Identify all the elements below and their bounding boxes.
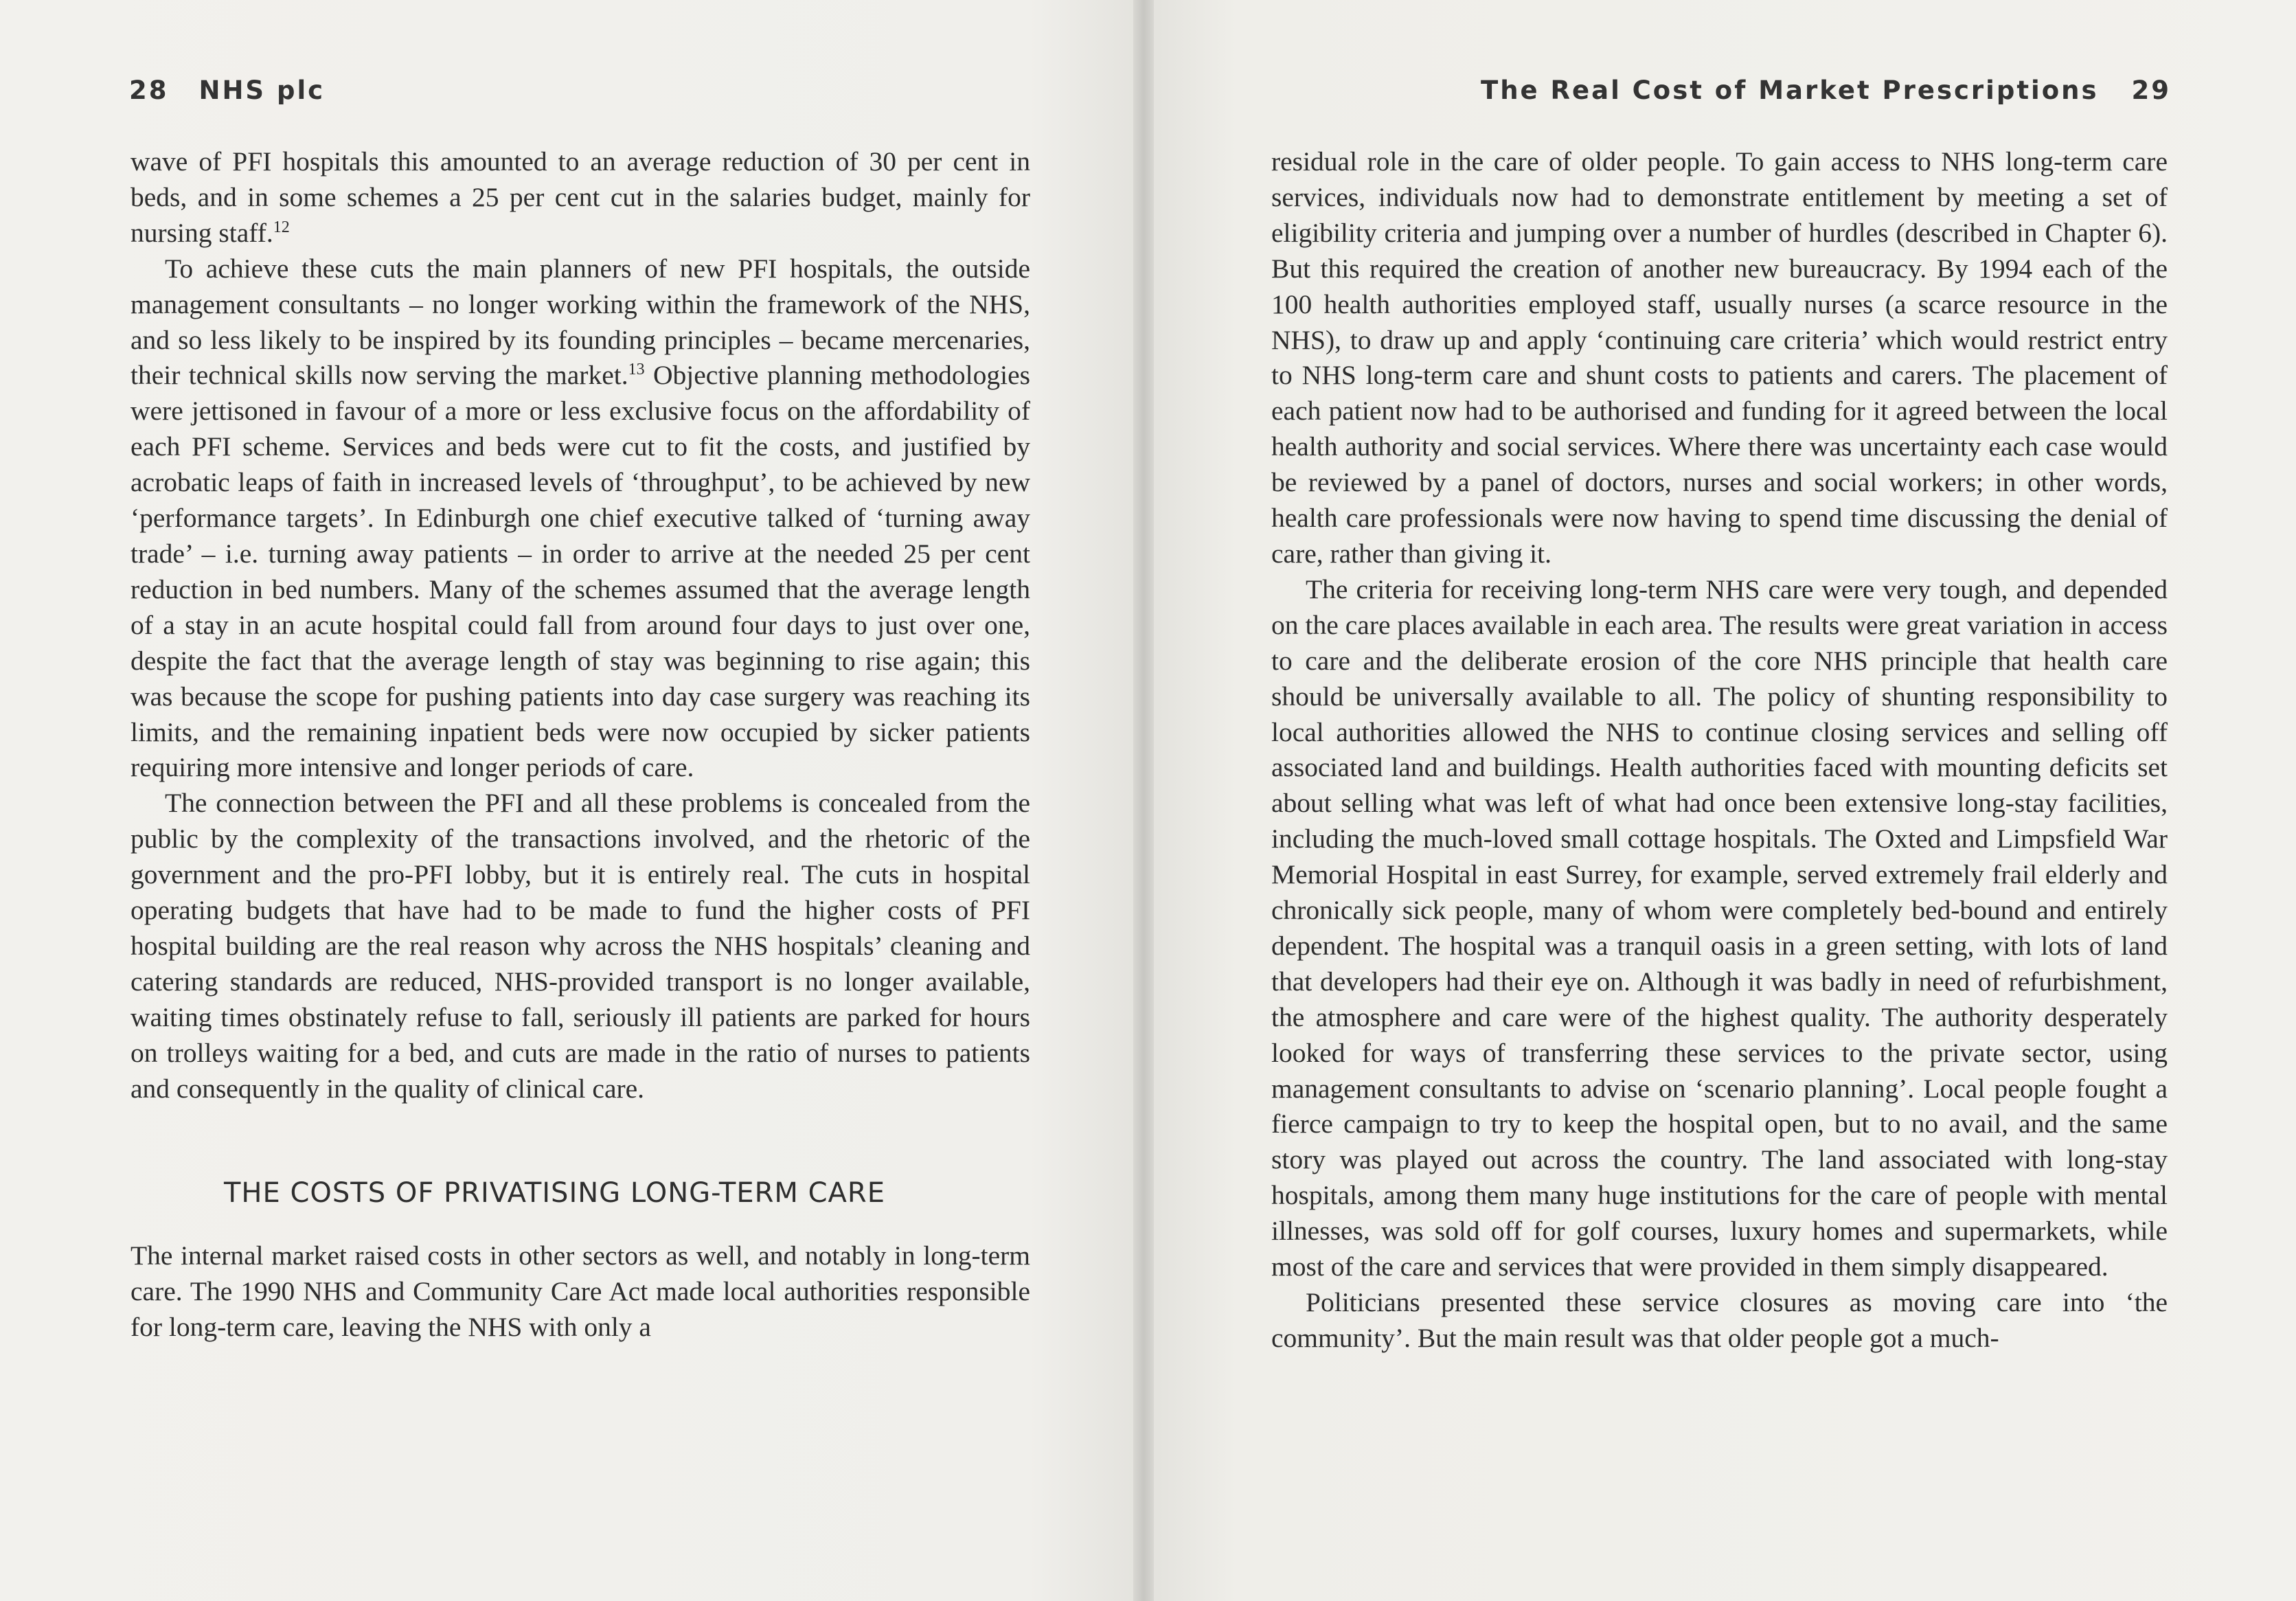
running-head-title-left: NHS plc <box>198 76 326 105</box>
paragraph-text: To achieve these cuts the main planners of new PFI hospitals, the outside management consultants – no longer working within the framework of the NHS, and so less likely to be inspired by its founding principles – became mercenaries, their technical skills now serving the market. <box>130 253 1030 391</box>
paragraph: The criteria for receiving long-term NHS care were very tough, and depended on the care places available in each area. The results were great variation in access to care and the deliberate erosion of the core NHS principle that health care should be universally available to all. The policy of shunting responsibility to local authorities allowed the NHS to continue closing services and selling off associated land and buildings. Health authorities faced with mounting deficits set about selling what was left of what had once been extensive long-stay facilities, including the much-loved small cottage hospitals. The Oxted and Limpsfield War Memorial Hospital in east Surrey, for example, served extremely frail elderly and chronically sick people, many of whom were completely bed-bound and entirely dependent. The hospital was a tranquil oasis in a green setting, with lots of land that developers had their eye on. Although it was badly in need of refurbishment, the atmosphere and care were of the highest quality. The authority desperately looked for ways of transferring these services to the private sector, using management consultants to advise on ‘scenario planning’. Local people fought a fierce campaign to try to keep the hospital open, but to no avail, and the same story was played out across the country. The land associated with long-stay hospitals, among them many huge institutions for the care of people with mental illnesses, was sold off for golf courses, luxury homes and supermarkets, while most of the care and services that were provided in them simply disappeared. <box>1271 574 2168 1282</box>
page-number-right: 29 <box>2131 76 2171 105</box>
running-head-right <box>1481 76 2171 105</box>
section-heading: THE COSTS OF PRIVATISING LONG-TERM CARE <box>224 1177 885 1210</box>
paragraph: The connection between the PFI and all these problems is concealed from the public by the complexity of the transactions involved, and the rhetoric of the government and the pro-PFI lobby, but it is entirely real. The cuts in hospital operating budgets that have had to be made to fund the higher costs of PFI hospital building are the real reason why across the NHS hospitals’ cleaning and catering standards are reduced, NHS-provided transport is no longer available, waiting times obstinately refuse to fall, seriously ill patients are parked for hours on trolleys waiting for a bed, and cuts are made in the ratio of nurses to patients and consequently in the quality of clinical care. <box>130 788 1030 1104</box>
footnote-ref: 13 <box>628 361 645 379</box>
paragraph: Politicians presented these service closures as moving care into ‘the community’. But the main result was that older people got a much- <box>1271 1287 2168 1353</box>
paragraph: The internal market raised costs in other sectors as well, and notably in long-term care. The 1990 NHS and Community Care Act made local authorities responsible for long-term care, leaving the NHS with only a <box>130 1240 1030 1343</box>
right-body-text <box>1271 144 2168 1356</box>
book-gutter <box>1133 0 1154 1601</box>
left-body-text <box>130 144 1030 1345</box>
paragraph-text: wave of PFI hospitals this amounted to an average reduction of 30 per cent in beds, and in some schemes a 25 per cent cut in the salaries budget, mainly for nursing staff. <box>130 146 1030 248</box>
running-head-title-right: The Real Cost of Market Prescriptions <box>1480 76 2099 105</box>
paragraph <box>130 251 1030 786</box>
left-page <box>0 0 1144 1601</box>
paragraph <box>130 144 1030 251</box>
paragraph-text: Objective planning methodologies were jettisoned in favour of a more or less exclusive focus on the affordability of each PFI scheme. Services and beds were cut to fit the costs, and justified by acrobatic leaps of faith in increased levels of ‘throughput’, to be achieved by new ‘performance targets’. In Edinburgh one chief executive talked of ‘turning away trade’ – i.e. turning away patients – in order to arrive at the needed 25 per cent reduction in bed numbers. Many of the schemes assumed that the average length of a stay in an acute hospital could fall from around four days to just over one, despite the fact that the average length of stay was beginning to rise again; this was because the scope for pushing patients into day case surgery was reaching its limits, and the remaining inpatient beds were now occupied by sicker patients requiring more intensive and longer periods of care. <box>130 360 1031 783</box>
running-head-left <box>129 76 325 105</box>
right-page <box>1144 0 2296 1601</box>
footnote-ref: 12 <box>273 218 290 236</box>
page-number-left: 28 <box>129 76 169 105</box>
paragraph: residual role in the care of older people. To gain access to NHS long-term care services, individuals now had to demonstrate entitlement by meeting a set of eligibility criteria and jumping over a number of hurdles (described in Chapter 6). But this required the creation of another new bureaucracy. By 1994 each of the 100 health authorities employed staff, usually nurses (a scarce resource in the NHS), to draw up and apply ‘continuing care criteria’ which would restrict entry to NHS long-term care and shunt costs to patients and carers. The placement of each patient now had to be authorised and funding for it agreed between the local health authority and social services. Where there was uncertainty each case would be reviewed by a panel of doctors, nurses and social workers; in other words, health care professionals were now having to spend time discussing the denial of care, rather than giving it. <box>1271 146 2168 569</box>
